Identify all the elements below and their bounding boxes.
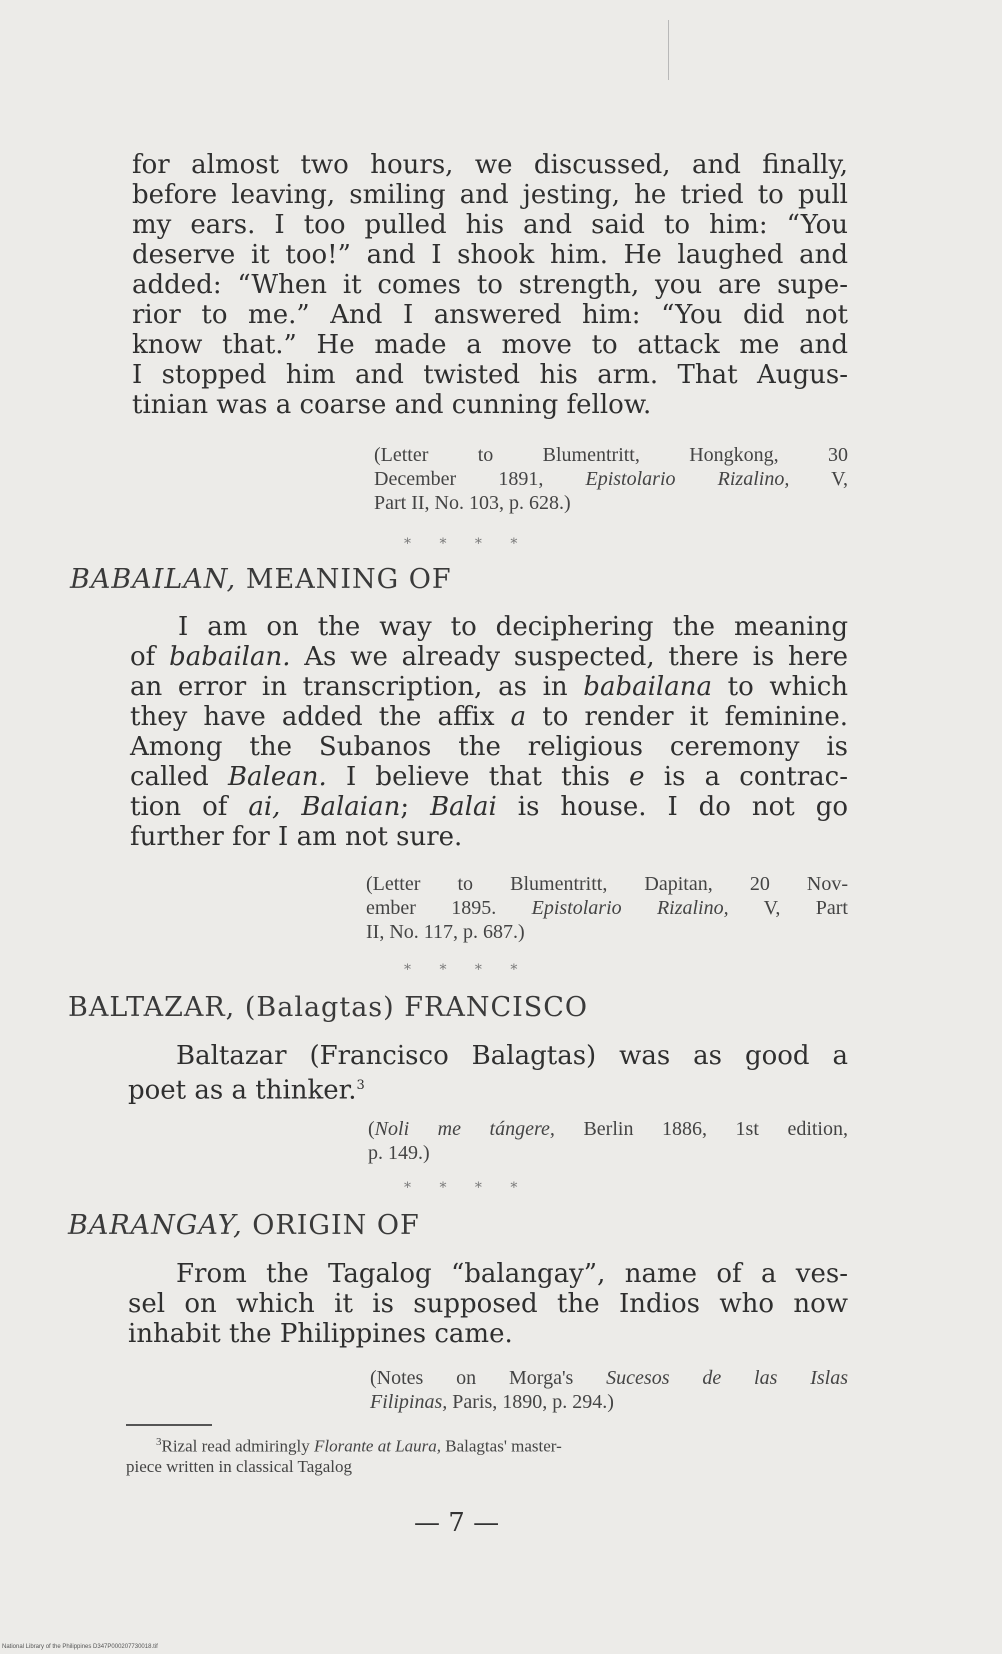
text-line: rior to me.” And I answered him: “You did not [132,300,848,330]
text-line: deserve it too!” and I shook him. He laughed and [132,240,848,270]
text-line: From the Tagalog “balangay”, name of a ves- [176,1259,848,1289]
citation-line: p. 149.) [368,1142,430,1164]
text-line: sel on which it is supposed the Indios who now [128,1289,848,1319]
section-separator: * * * * [404,1180,530,1196]
babailan-citation [366,872,848,944]
barangay-citation [370,1366,848,1414]
citation-line: (Noli me tángere, Berlin 1886, 1st edition, [368,1118,848,1140]
footnote-line: $^3$Rizal read admiringly Florante at Laura, Balagtas' master- [156,1436,562,1456]
text-line: tion of ai, Balaian; Balai is house. I do not go [130,792,848,822]
text-line: know that.” He made a move to attack me and [132,330,848,360]
text-line: I stopped him and twisted his arm. That Augus- [132,360,848,390]
footnote-marker: 3 [356,1078,365,1093]
babailan-paragraph [130,612,848,852]
text-line: before leaving, smiling and jesting, he tried to pull [132,180,848,210]
section-separator: * * * * [404,962,530,978]
footnote [126,1432,848,1477]
section-separator: * * * * [404,536,530,552]
citation-line: Filipinas, Paris, 1890, p. 294.) [370,1391,614,1413]
text-line: added: “When it comes to strength, you are supe- [132,270,848,300]
citation-line: (Letter to Blumentritt, Dapitan, 20 Nov- [366,873,848,895]
baltazar-citation [368,1117,848,1165]
text-line: they have added the affix a to render it feminine. [130,702,848,732]
text-line: Baltazar (Francisco Balagtas) was as good a [176,1041,848,1071]
section-heading-babailan: BABAILAN, MEANING OF [70,564,452,595]
intro-citation [374,443,848,515]
text-line: for almost two hours, we discussed, and finally, [132,150,848,180]
barangay-paragraph [128,1259,848,1349]
text-line: of babailan. As we already suspected, there is here [130,642,848,672]
baltazar-paragraph [128,1041,848,1106]
text-line: called Balean. I believe that this e is a contrac- [130,762,848,792]
text-line: further for I am not sure. [130,822,463,852]
citation-line: II, No. 117, p. 687.) [366,921,525,943]
text-line: poet as a thinker.$^3$ [128,1075,365,1106]
footnote-line: piece written in classical Tagalog [126,1456,353,1476]
citation-line: Part II, No. 103, p. 628.) [374,492,571,514]
text-line: inhabit the Philippines came. [128,1319,513,1349]
text-line: Among the Subanos the religious ceremony is [130,732,848,762]
intro-paragraph [132,150,848,420]
text-line: I am on the way to deciphering the meaning [178,612,848,642]
citation-line: December 1891, Epistolario Rizalino, V, [374,468,848,490]
text-line: tinian was a coarse and cunning fellow. [132,390,652,420]
citation-line: ember 1895. Epistolario Rizalino, V, Part [366,897,848,919]
text-line: an error in transcription, as in babailana to which [130,672,848,702]
scan-mark [668,20,669,80]
page-number: — 7 — [414,1508,500,1538]
section-heading-barangay: BARANGAY, ORIGIN OF [68,1210,420,1241]
footnote-rule [126,1424,212,1426]
text-line: my ears. I too pulled his and said to him: “You [132,210,848,240]
scan-source-label: National Library of the Philippines D347P000207730018.tif [2,1644,158,1650]
citation-line: (Letter to Blumentritt, Hongkong, 30 [374,444,848,466]
citation-line: (Notes on Morga's Sucesos de las Islas [370,1367,848,1389]
section-heading-baltazar: BALTAZAR, (Balagtas) FRANCISCO [68,992,589,1023]
